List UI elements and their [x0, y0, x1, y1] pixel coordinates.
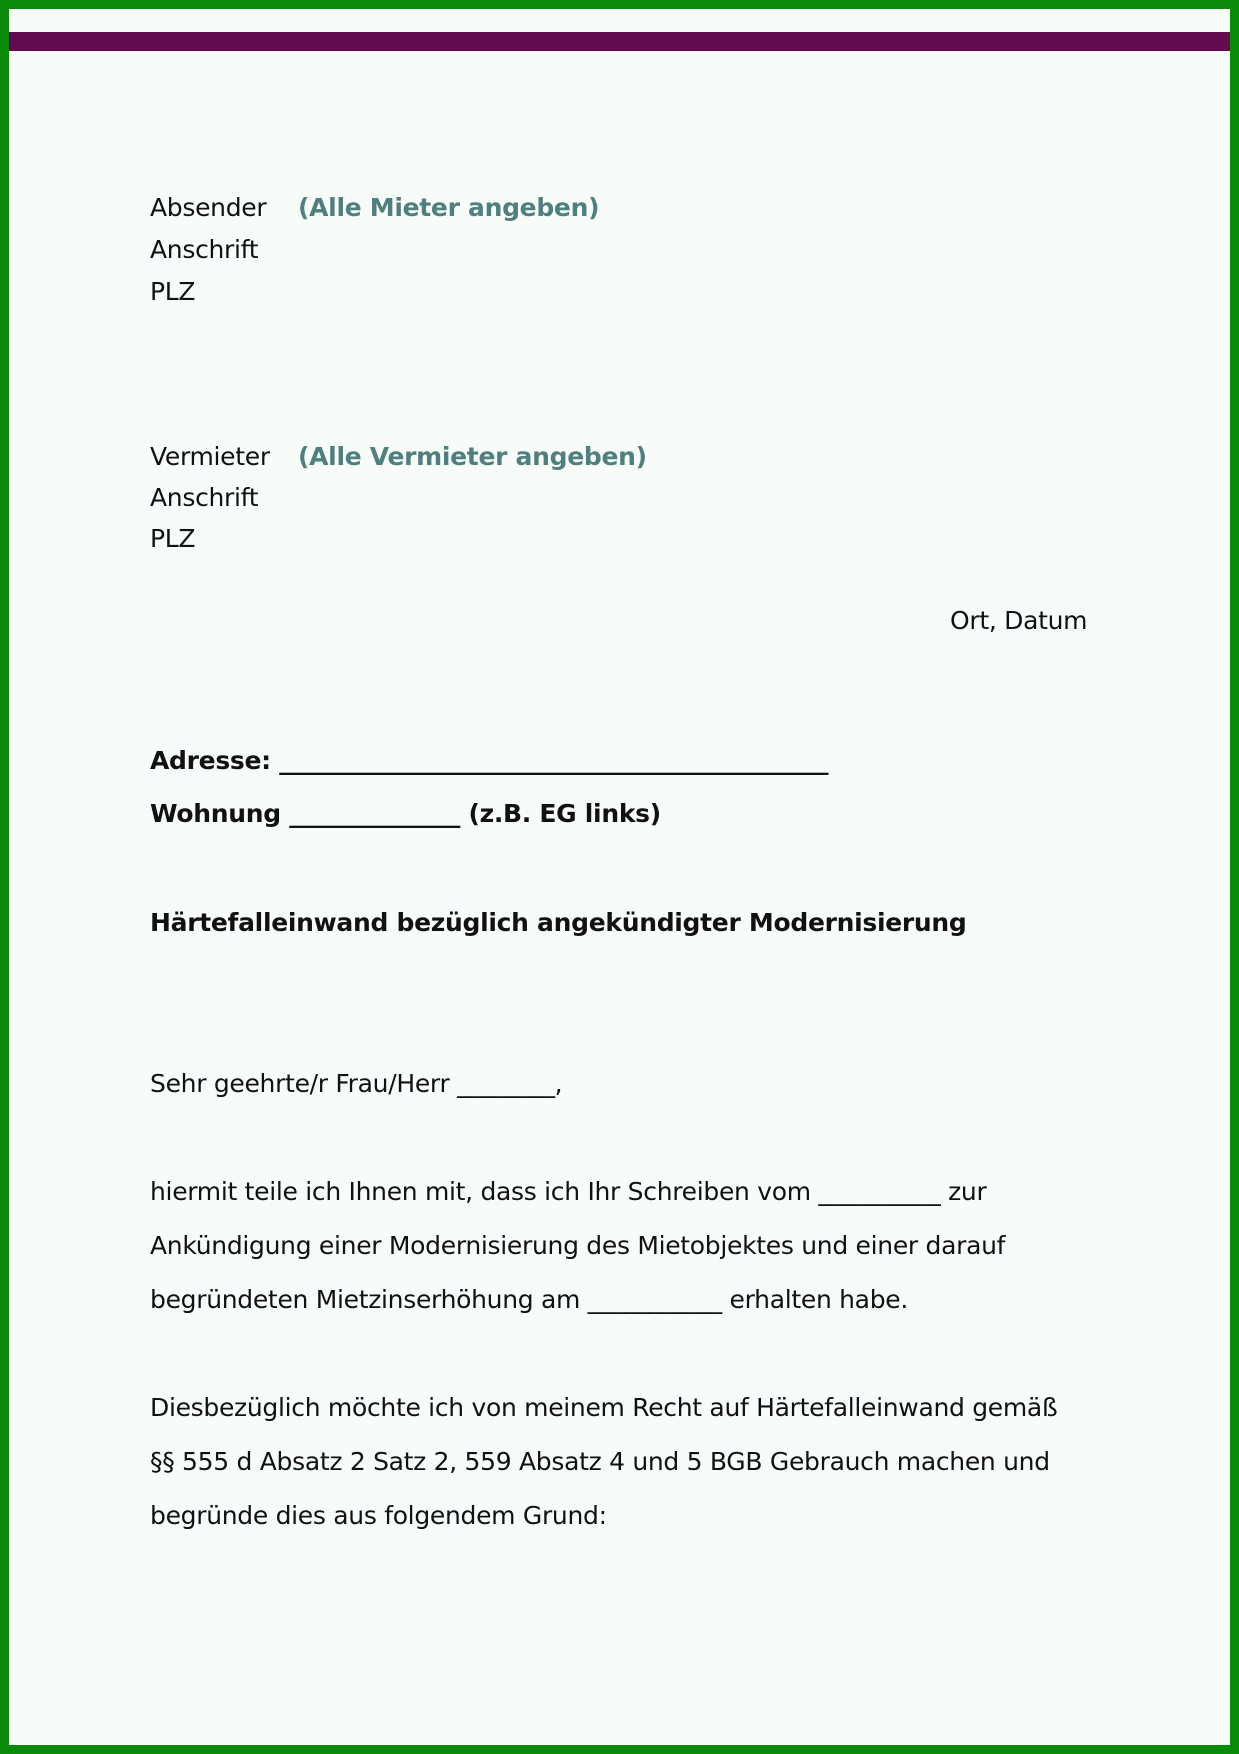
sender-hint: (Alle Mieter angeben) [298, 193, 600, 222]
paragraph-line: Ankündigung einer Modernisierung des Mietobjektes und einer darauf [150, 1231, 1006, 1260]
paragraph-line: §§ 555 d Absatz 2 Satz 2, 559 Absatz 4 und 5 BGB Gebrauch machen und [150, 1447, 1050, 1476]
landlord-hint: (Alle Vermieter angeben) [298, 442, 647, 471]
salutation: Sehr geehrte/r Frau/Herr ________, [150, 1069, 563, 1098]
address-line: Adresse: _____________________________________________ [150, 746, 829, 775]
paragraph-line: begründe dies aus folgendem Grund: [150, 1501, 607, 1530]
place-date: Ort, Datum [950, 606, 1088, 635]
letter-page [9, 9, 1230, 1745]
landlord-label: Vermieter [150, 442, 270, 471]
paragraph-line: begründeten Mietzinserhöhung am ___________ erhalten habe. [150, 1285, 908, 1314]
paragraph-line: hiermit teile ich Ihnen mit, dass ich Ihr Schreiben vom __________ zur [150, 1177, 987, 1206]
sender-postal: PLZ [150, 277, 196, 306]
paragraph-line: Diesbezüglich möchte ich von meinem Recht auf Härtefalleinwand gemäß [150, 1393, 1058, 1422]
sender-address: Anschrift [150, 235, 259, 264]
sender-label: Absender [150, 193, 267, 222]
apartment-line: Wohnung ______________ (z.B. EG links) [150, 799, 661, 828]
landlord-address: Anschrift [150, 483, 259, 512]
subject-line: Härtefalleinwand bezüglich angekündigter Modernisierung [150, 908, 967, 937]
header-bar [9, 32, 1230, 51]
landlord-postal: PLZ [150, 524, 196, 553]
